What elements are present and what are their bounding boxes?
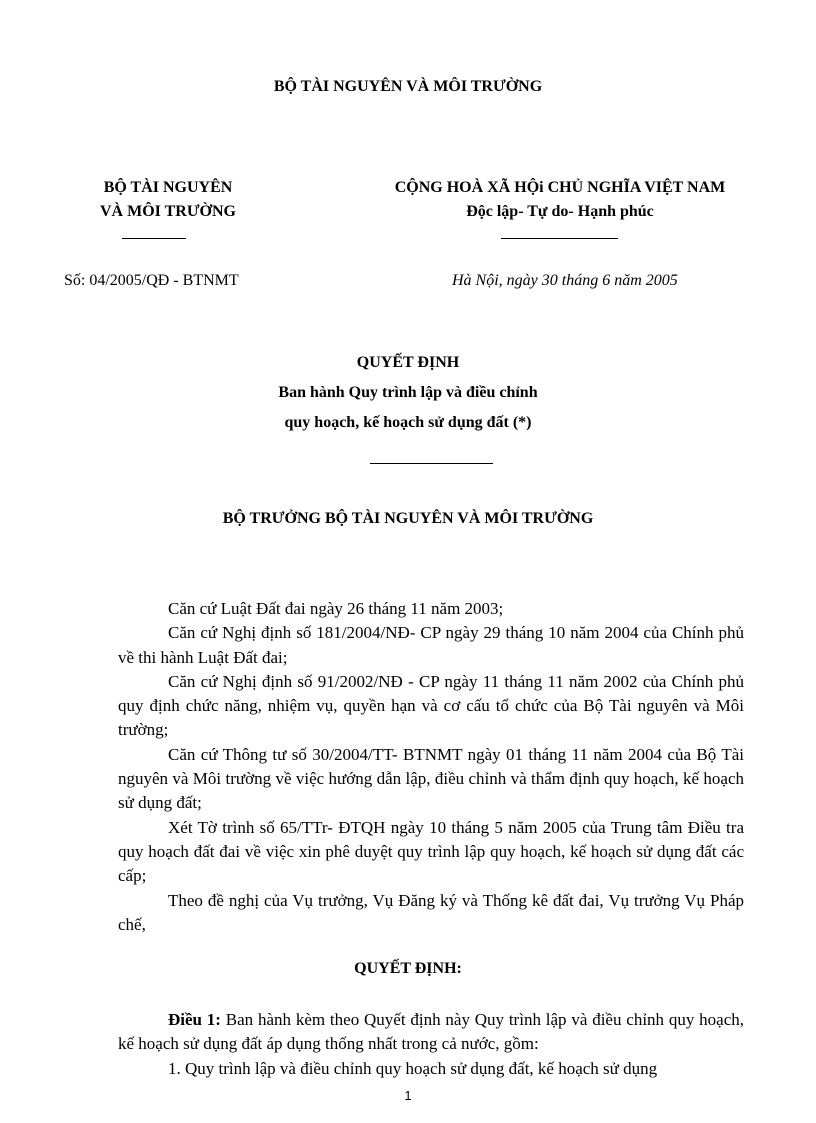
decision-subtitle-line2: quy hoạch, kế hoạch sử dụng đất (*) <box>284 414 532 431</box>
national-header-block <box>340 176 780 224</box>
left-agency-block <box>58 176 278 224</box>
preamble-paragraph: Căn cứ Luật Đất đai ngày 26 tháng 11 năm 2003; <box>168 599 504 618</box>
preamble-paragraph: Căn cứ Nghị định số 181/2004/NĐ- CP ngày 29 tháng 10 năm 2004 của Chính phủ về thi hành Luật Đất đai; <box>118 623 744 667</box>
decision-heading: QUYẾT ĐỊNH: <box>354 960 462 977</box>
preamble-paragraph: Xét Tờ trình số 65/TTr- ĐTQH ngày 10 tháng 5 năm 2005 của Trung tâm Điều tra quy hoạch đất đai về việc xin phê duyệt quy trình lập quy hoạch, kế hoạch sử dụng đất các cấp; <box>118 817 744 886</box>
decision-subtitle-line1: Ban hành Quy trình lập và điều chỉnh <box>278 384 538 401</box>
agency-name-line1: BỘ TÀI NGUYÊN <box>103 179 233 196</box>
minister-heading: BỘ TRƯỞNG BỘ TÀI NGUYÊN VÀ MÔI TRƯỜNG <box>222 510 594 527</box>
ministry-header: BỘ TÀI NGUYÊN VÀ MÔI TRƯỜNG <box>273 78 543 95</box>
issue-date: Hà Nội, ngày 30 tháng 6 năm 2005 <box>452 272 678 289</box>
decision-title-block <box>0 348 816 438</box>
article-1-label: Điều 1: <box>168 1010 221 1029</box>
national-motto: Độc lập- Tự do- Hạnh phúc <box>466 203 654 220</box>
article-1-item-1: 1. Quy trình lập và điều chỉnh quy hoạch sử dụng đất, kế hoạch sử dụng <box>168 1058 658 1078</box>
article-1 <box>118 1008 744 1057</box>
article-1-text: Ban hành kèm theo Quyết định này Quy trình lập và điều chỉnh quy hoạch, kế hoạch sử dụng đất áp dụng thống nhất trong cả nước, gồm: <box>118 1010 744 1054</box>
title-divider <box>370 463 493 464</box>
preamble-paragraph: Căn cứ Thông tư số 30/2004/TT- BTNMT ngày 01 tháng 11 năm 2004 của Bộ Tài nguyên và Môi trường về việc hướng dẫn lập, điều chỉnh và thẩm định quy hoạch, kế hoạch sử dụng đất; <box>118 744 744 813</box>
agency-name-line2: VÀ MÔI TRƯỜNG <box>100 203 236 220</box>
preamble-section <box>118 597 744 937</box>
left-divider <box>122 238 186 239</box>
decision-title: QUYẾT ĐỊNH <box>356 354 460 371</box>
right-divider <box>501 238 618 239</box>
article-section <box>118 1008 744 1081</box>
national-title: CỘNG HOÀ XÃ HỘi CHỦ NGHĨA VIỆT NAM <box>394 179 726 196</box>
page-number: 1 <box>404 1088 412 1103</box>
preamble-paragraph: Theo đề nghị của Vụ trưởng, Vụ Đăng ký và Thống kê đất đai, Vụ trưởng Vụ Pháp chế, <box>118 890 744 934</box>
preamble-paragraph: Căn cứ Nghị định số 91/2002/NĐ - CP ngày 11 tháng 11 năm 2002 của Chính phủ quy định chức năng, nhiệm vụ, quyền hạn và cơ cấu tổ chức của Bộ Tài nguyên và Môi trường; <box>118 671 744 740</box>
document-number: Số: 04/2005/QĐ - BTNMT <box>64 272 239 289</box>
